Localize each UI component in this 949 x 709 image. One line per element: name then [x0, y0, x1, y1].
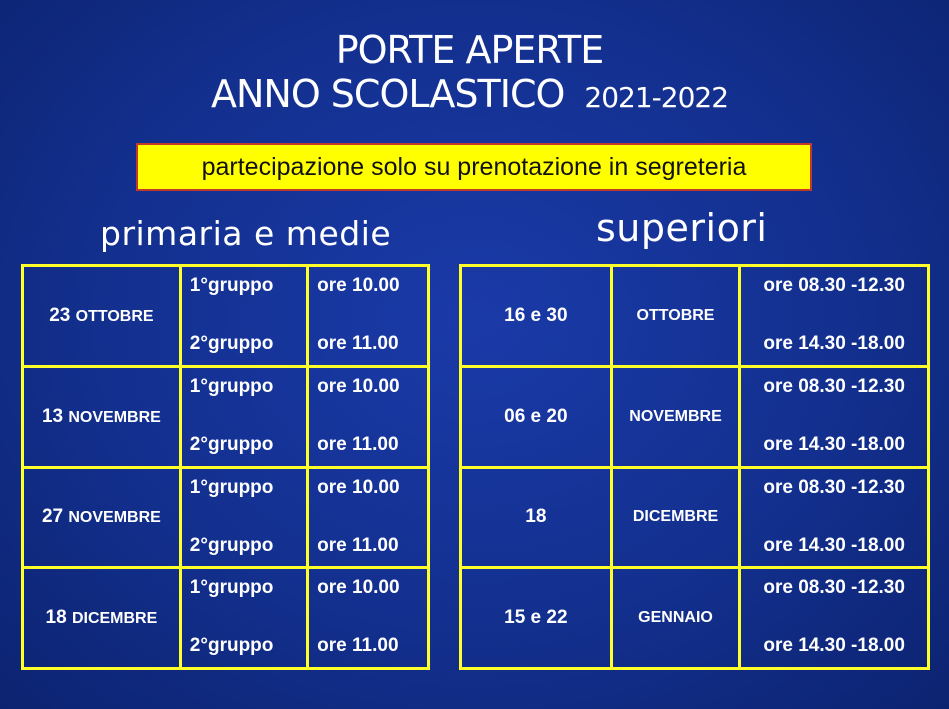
group-2: 2°gruppo — [189, 433, 274, 455]
table-row — [23, 266, 429, 367]
group-cell — [180, 366, 307, 467]
time-cell — [308, 467, 429, 568]
month-cell: GENNAIO — [611, 568, 740, 669]
time-2: ore 11.00 — [317, 635, 399, 657]
hours-cell — [740, 266, 929, 367]
heading-primaria-medie: primaria e medie — [100, 214, 392, 253]
time-1: ore 10.00 — [317, 476, 400, 498]
hours-2: ore 14.30 -18.00 — [763, 534, 905, 556]
time-1: ore 10.00 — [317, 375, 400, 397]
date-cell — [23, 266, 181, 367]
hours-cell — [740, 467, 929, 568]
hours-2: ore 14.30 -18.00 — [763, 635, 905, 657]
group-2: 2°gruppo — [189, 534, 274, 556]
day: 18 — [45, 607, 67, 629]
date-cell — [23, 366, 181, 467]
day: 27 — [41, 506, 64, 528]
group-cell — [180, 467, 307, 568]
time-2: ore 11.00 — [317, 534, 399, 556]
title-line-1: PORTE APERTE — [335, 28, 604, 72]
hours-1: ore 08.30 -12.30 — [763, 577, 905, 599]
group-2: 2°gruppo — [189, 333, 274, 354]
table-row — [461, 467, 929, 568]
hours-1: ore 08.30 -12.30 — [763, 375, 905, 397]
month: OTTOBRE — [75, 307, 154, 325]
days-cell: 15 e 22 — [461, 568, 612, 669]
days-cell: 18 — [461, 467, 612, 568]
table-row — [23, 568, 429, 669]
time-2: ore 11.00 — [317, 433, 399, 455]
hours-2: ore 14.30 -18.00 — [763, 333, 905, 354]
month-cell: DICEMBRE — [611, 467, 740, 568]
month: NOVEMBRE — [68, 408, 161, 426]
group-cell — [180, 568, 307, 669]
booking-notice: partecipazione solo su prenotazione in segreteria — [136, 143, 812, 191]
title-line-2 — [0, 72, 949, 120]
time-1: ore 10.00 — [317, 577, 400, 599]
table-superiori — [459, 264, 930, 670]
heading-superiori: superiori — [596, 206, 768, 250]
table-row — [23, 366, 429, 467]
hours-cell — [740, 366, 929, 467]
title-block — [0, 28, 949, 120]
day: 13 — [41, 405, 64, 427]
month-cell: OTTOBRE — [611, 266, 740, 367]
month-cell: NOVEMBRE — [611, 366, 740, 467]
table-row — [461, 366, 929, 467]
title-school-year-label: ANNO SCOLASTICO — [210, 72, 565, 116]
group-cell — [180, 266, 307, 367]
time-2: ore 11.00 — [317, 333, 399, 354]
table-primaria-medie — [21, 264, 430, 670]
month: DICEMBRE — [71, 610, 158, 628]
title-year: 2021-2022 — [584, 81, 729, 114]
table-row — [461, 266, 929, 367]
table-row — [23, 467, 429, 568]
group-1: 1°gruppo — [189, 577, 274, 599]
time-1: ore 10.00 — [317, 275, 400, 296]
group-1: 1°gruppo — [189, 275, 274, 296]
days-cell: 06 e 20 — [461, 366, 612, 467]
group-1: 1°gruppo — [189, 476, 274, 498]
table-row — [461, 568, 929, 669]
group-1: 1°gruppo — [189, 375, 274, 397]
hours-1: ore 08.30 -12.30 — [763, 275, 905, 296]
month: NOVEMBRE — [68, 509, 161, 527]
time-cell — [308, 568, 429, 669]
time-cell — [308, 366, 429, 467]
hours-2: ore 14.30 -18.00 — [763, 433, 905, 455]
day: 23 — [49, 304, 71, 326]
hours-cell — [740, 568, 929, 669]
date-cell — [23, 467, 181, 568]
hours-1: ore 08.30 -12.30 — [763, 476, 905, 498]
days-cell: 16 e 30 — [461, 266, 612, 367]
date-cell — [23, 568, 181, 669]
group-2: 2°gruppo — [189, 635, 274, 657]
time-cell — [308, 266, 429, 367]
